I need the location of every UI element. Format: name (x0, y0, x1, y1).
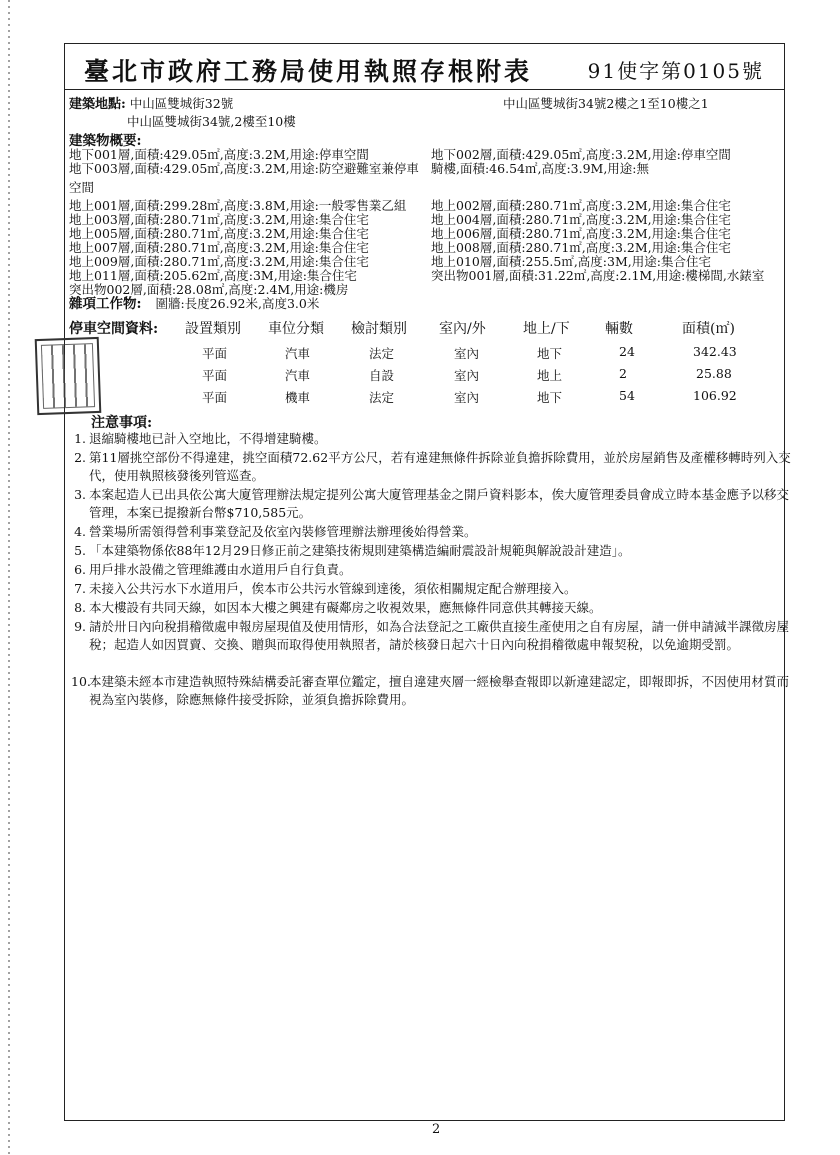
note-text: 第11層挑空部份不得違建，挑空面積72.62平方公尺，若有違建無條件拆除並負擔拆除費用，並於房屋銷售及產權移轉時列入交代，使用執照核發後列管巡查。 (89, 450, 791, 483)
overview-row-left: 地上009層,面積:280.71㎡,高度:3.2M,用途:集合住宅 (69, 254, 369, 269)
permit-number: 91使字第0105號 (587, 59, 764, 83)
overview-row-right: 突出物001層,面積:31.22㎡,高度:2.1M,用途:樓梯間,水錶室 (431, 268, 765, 283)
note-text: 「本建築物係依88年12月29日修正前之建築技術規則建築構造編耐震設計規範與解說設計建造」。 (89, 543, 631, 558)
parking-cell: 室內 (454, 346, 480, 361)
overview-row-right: 地上004層,面積:280.71㎡,高度:3.2M,用途:集合住宅 (431, 212, 731, 227)
note-text: 退縮騎樓地已計入空地比，不得增建騎樓。 (89, 431, 327, 446)
note-number: 6. (74, 562, 86, 577)
overview-row-left: 空間 (69, 180, 95, 195)
notes-label: 注意事項: (91, 415, 153, 431)
seal-stamp (35, 337, 102, 415)
document-title: 臺北市政府工務局使用執照存根附表 (84, 57, 533, 86)
note-item (71, 523, 791, 541)
parking-header-area: 面積(㎡) (682, 321, 735, 337)
overview-row-left: 地上007層,面積:280.71㎡,高度:3.2M,用途:集合住宅 (69, 240, 369, 255)
overview-row-right: 地上006層,面積:280.71㎡,高度:3.2M,用途:集合住宅 (431, 226, 731, 241)
misc-label: 雜項工作物: (69, 296, 142, 312)
overview-row-left: 地上001層,面積:299.28㎡,高度:3.8M,用途:一般零售業乙組 (69, 198, 407, 213)
parking-cell: 地下 (537, 390, 563, 405)
title-bar (65, 44, 784, 90)
parking-cell: 342.43 (693, 344, 737, 359)
overview-row-left: 地下001層,面積:429.05㎡,高度:3.2M,用途:停車空間 (69, 147, 369, 162)
note-text: 本大樓設有共同天線，如因本大樓之興建有礙鄰房之收視效果，應無條件同意供其轉接天線。 (89, 600, 602, 615)
note-number: 1. (74, 431, 86, 446)
document-frame (64, 43, 791, 1121)
parking-cell: 自設 (369, 368, 395, 383)
note-number: 8. (74, 600, 86, 615)
parking-header-level: 地上/下 (523, 321, 570, 337)
parking-cell: 室內 (454, 390, 480, 405)
parking-cell: 地下 (537, 346, 563, 361)
note-item (71, 673, 791, 709)
parking-cell: 法定 (369, 390, 395, 405)
misc-value: 圍牆:長度26.92米,高度3.0米 (155, 296, 320, 311)
note-item (71, 580, 791, 598)
page-number: 2 (432, 1122, 441, 1137)
parking-header-review: 檢討類別 (351, 321, 407, 337)
parking-cell: 室內 (454, 368, 480, 383)
note-item (71, 561, 791, 579)
note-number: 9. (74, 619, 86, 634)
parking-cell: 2 (619, 366, 627, 381)
note-number: 2. (74, 450, 86, 465)
overview-row-right: 地下002層,面積:429.05㎡,高度:3.2M,用途:停車空間 (431, 147, 731, 162)
parking-cell: 25.88 (696, 366, 732, 381)
misc-line (69, 297, 319, 311)
note-text: 營業場所需領得營利事業登記及依室內裝修管理辦法辦理後始得營業。 (89, 524, 477, 539)
parking-cell: 54 (619, 388, 635, 403)
parking-cell: 汽車 (285, 368, 311, 383)
overview-row-right: 地上002層,面積:280.71㎡,高度:3.2M,用途:集合住宅 (431, 198, 731, 213)
overview-row-left: 地下003層,面積:429.05㎡,高度:3.2M,用途:防空避難室兼停車 (69, 161, 419, 176)
note-number: 10. (71, 674, 91, 689)
note-item (71, 618, 791, 654)
overview-row-left: 地上005層,面積:280.71㎡,高度:3.2M,用途:集合住宅 (69, 226, 369, 241)
note-item (71, 449, 791, 485)
note-number: 5. (74, 543, 86, 558)
overview-label: 建築物概要: (69, 133, 142, 149)
scan-edge-marks (8, 0, 10, 1155)
note-item (71, 430, 791, 448)
location-label: 建築地點: (69, 97, 126, 112)
overview-row-left: 突出物002層,面積:28.08㎡,高度:2.4M,用途:機房 (69, 282, 349, 297)
parking-cell: 24 (619, 344, 635, 359)
location-line-1 (69, 97, 233, 112)
parking-cell: 機車 (285, 390, 311, 405)
parking-header-count: 輛數 (605, 321, 633, 337)
location-address-1: 中山區雙城街32號 (129, 96, 234, 111)
overview-row-left: 地上003層,面積:280.71㎡,高度:3.2M,用途:集合住宅 (69, 212, 369, 227)
parking-cell: 地上 (537, 368, 563, 383)
note-text: 未接入公共污水下水道用戶，俟本市公共污水管線到達後，須依相關規定配合辦理接入。 (89, 581, 577, 596)
note-number: 4. (74, 524, 86, 539)
note-item (71, 486, 791, 522)
parking-header-setup: 設置類別 (185, 321, 241, 337)
note-item (71, 542, 791, 560)
note-text: 本建築未經本市建造執照特殊結構委託審查單位鑑定，擅自違建夾層一經檢舉查報即以新違建認定，即報即拆，不因使用材質而視為室內裝修，除應無條件接受拆除，並須負擔拆除費用。 (89, 674, 790, 707)
location-address-right: 中山區雙城街34號2樓之1至10樓之1 (503, 96, 709, 111)
overview-row-right: 地上008層,面積:280.71㎡,高度:3.2M,用途:集合住宅 (431, 240, 731, 255)
location-address-2: 中山區雙城街34號,2樓至10樓 (127, 114, 296, 129)
parking-label: 停車空間資料: (69, 321, 159, 337)
note-number: 7. (74, 581, 86, 596)
parking-cell: 平面 (202, 390, 228, 405)
parking-cell: 平面 (202, 346, 228, 361)
note-text: 本案起造人已出具依公寓大廈管理辦法規定提列公寓大廈管理基金之開戶資料影本，俟大廈管理委員會成立時本基金應予以移交管理，本案已提撥新台幣$710,585元。 (89, 487, 790, 520)
parking-header-vehicle: 車位分類 (268, 321, 324, 337)
note-item (71, 599, 791, 617)
parking-cell: 106.92 (693, 388, 737, 403)
overview-row-right: 騎樓,面積:46.54㎡,高度:3.9M,用途:無 (431, 161, 650, 176)
note-number: 3. (74, 487, 86, 502)
parking-cell: 汽車 (285, 346, 311, 361)
note-text: 用戶排水設備之管理維護由水道用戶自行負責。 (89, 562, 352, 577)
parking-cell: 平面 (202, 368, 228, 383)
parking-cell: 法定 (369, 346, 395, 361)
note-text: 請於卅日內向稅捐稽徵處申報房屋現值及使用情形，如為合法登記之工廠供直接生產使用之自有房屋，請一併申請減半課徵房屋稅；起造人如因買賣、交換、贈與而取得使用執照者，請於核發日起六十日內向稅捐稽徵處申報契稅，以免逾期受罰。 (89, 619, 790, 652)
seal-stamp-pattern (41, 343, 95, 409)
parking-header-indoor: 室內/外 (439, 321, 486, 337)
overview-row-right: 地上010層,面積:255.5㎡,高度:3M,用途:集合住宅 (431, 254, 711, 269)
overview-row-left: 地上011層,面積:205.62㎡,高度:3M,用途:集合住宅 (69, 268, 357, 283)
